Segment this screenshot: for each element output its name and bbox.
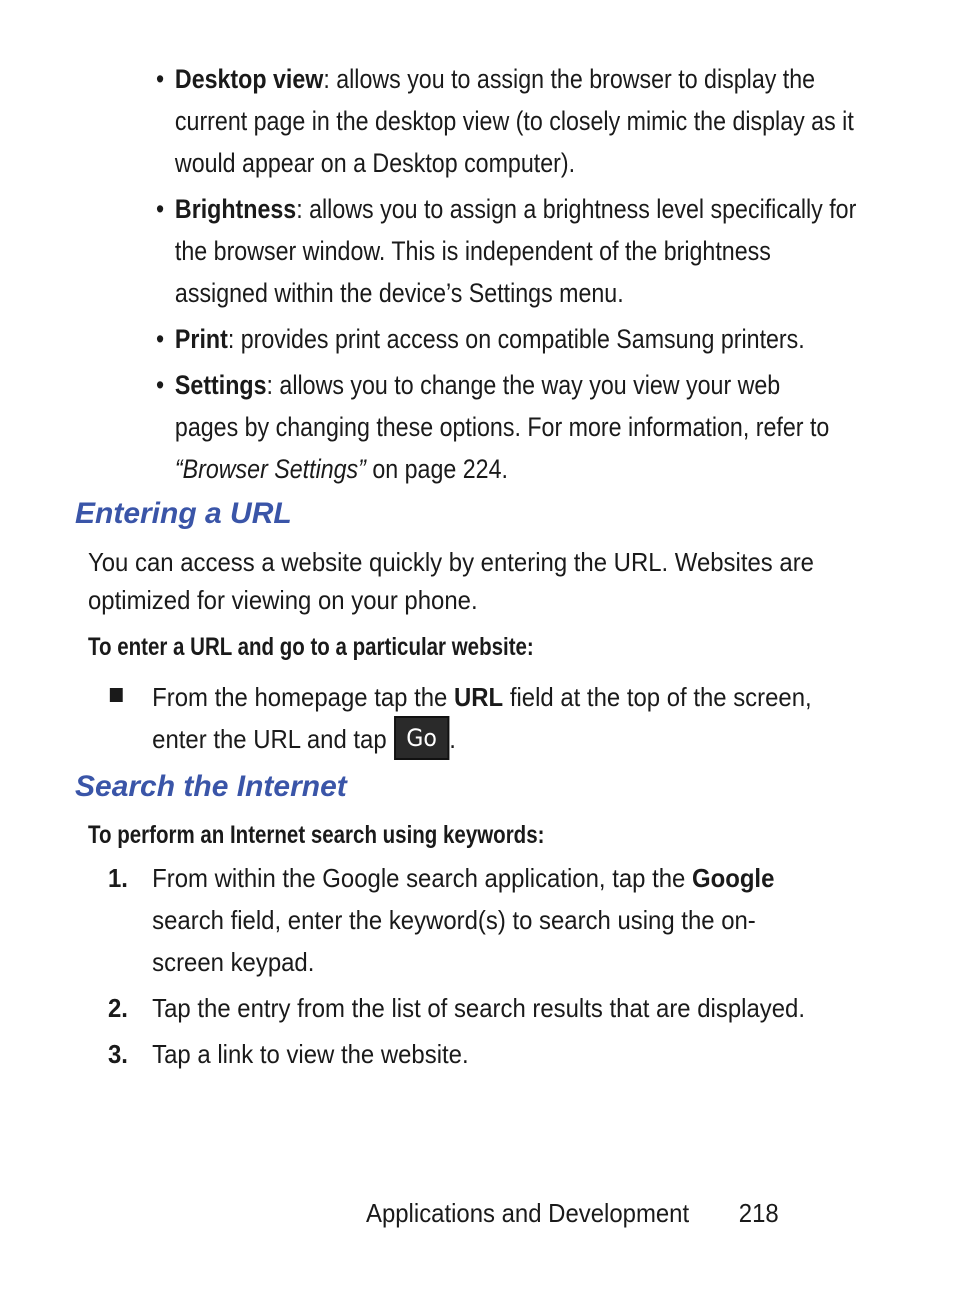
step-number: 2.: [108, 993, 128, 1023]
bullet-icon: •: [156, 370, 165, 400]
bullet-icon: •: [156, 324, 165, 354]
option-term: Desktop view: [174, 64, 324, 94]
list-item: [108, 857, 815, 983]
list-item: [108, 987, 862, 1029]
step-bold-term: Google: [691, 863, 775, 893]
option-term: Brightness: [174, 194, 297, 224]
section-intro: You can access a website quickly by entering the URL. Websites are optimized for viewing on your phone.: [88, 547, 814, 615]
procedure-title: To enter a URL and go to a particular website:: [88, 633, 534, 661]
step-number: 3.: [108, 1039, 128, 1069]
step-text: From the homepage tap the: [152, 682, 455, 712]
cross-reference-link[interactable]: “Browser Settings”: [174, 454, 366, 484]
option-text: : provides print access on compatible Samsung printers.: [227, 324, 805, 354]
list-item: [156, 188, 863, 314]
step-number: 1.: [108, 863, 128, 893]
step-text: From within the Google search application, tap the: [152, 863, 692, 893]
section-heading-entering-url: Entering a URL: [75, 497, 292, 530]
footer-section-title: Applications and Development: [366, 1198, 690, 1228]
step-bold-term: URL: [454, 682, 504, 712]
option-term: Settings: [174, 370, 267, 400]
option-text: : allows you to assign the browser to display the current page in the desktop view (to closely mimic the display as it would appear on a Desktop computer).: [174, 64, 854, 178]
list-item: [156, 364, 846, 490]
step-text-after: field at the top of the screen, enter the URL and tap: [152, 682, 812, 754]
option-term: Print: [174, 324, 228, 354]
option-text: : allows you to assign a brightness level specifically for the browser window. This is independent of the brightness assigned within the device’s Settings menu.: [174, 194, 857, 308]
step-text: Tap the entry from the list of search results that are displayed.: [152, 993, 805, 1023]
list-item: [108, 1033, 862, 1075]
page-number: 218: [738, 1198, 779, 1228]
step-end: .: [449, 724, 456, 754]
bullet-icon: •: [156, 64, 165, 94]
search-steps: [108, 857, 928, 1079]
step-text: Tap a link to view the website.: [152, 1039, 469, 1069]
section-heading-search: Search the Internet: [75, 770, 347, 803]
option-text-after: on page 224.: [365, 454, 508, 484]
option-text: : allows you to change the way you view your web pages by changing these options. For more information, refer to: [174, 370, 830, 442]
go-button[interactable]: Go: [394, 716, 449, 760]
list-item: [156, 58, 873, 184]
options-list: [156, 58, 856, 494]
page-footer: [366, 1196, 779, 1230]
step-text-after: search field, enter the keyword(s) to search using the on-screen keypad.: [152, 905, 756, 977]
bullet-icon: •: [156, 194, 165, 224]
list-item: [108, 676, 862, 760]
list-item: [156, 318, 863, 360]
procedure-title: To perform an Internet search using keywords:: [88, 821, 545, 849]
url-steps: [108, 676, 928, 764]
square-bullet-icon: [110, 688, 123, 702]
